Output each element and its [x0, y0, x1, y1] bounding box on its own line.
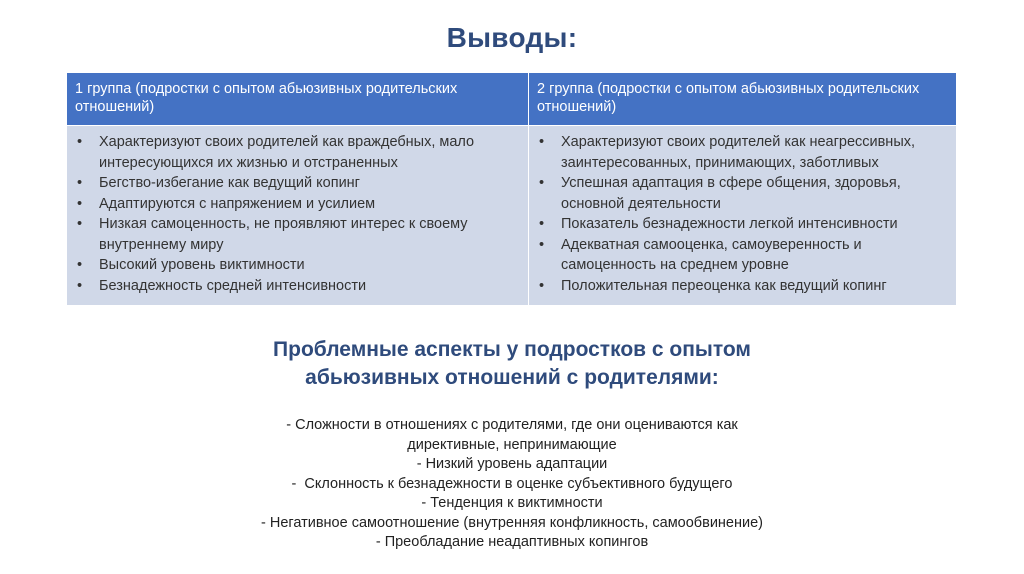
- problems-line: - Тенденция к виктимности: [421, 495, 603, 511]
- problems-line: - Склонность к безнадежности в оценке субъективного будущего: [291, 475, 733, 492]
- table-row: [67, 126, 957, 306]
- list-item: • Высокий уровень виктимности: [75, 255, 522, 276]
- problems-line: - Сложности в отношениях с родителями, где они оцениваются как: [286, 417, 738, 433]
- group1-header: 1 группа (подростки с опытом абьюзивных родительских отношений): [67, 73, 529, 126]
- problems-line: - Негативное самоотношение (внутренняя конфликность, самообвинение): [261, 514, 763, 531]
- group1-cell: [67, 126, 529, 306]
- list-item: • Безнадежность средней интенсивности: [75, 276, 522, 297]
- problems-line: - Низкий уровень адаптации: [416, 456, 608, 472]
- list-item: • Успешная адаптация в сфере общения, здоровья, основной деятельности: [537, 173, 950, 214]
- list-item: • Характеризуют своих родителей как враждебных, мало интересующихся их жизнью и отстраненных: [75, 132, 522, 173]
- problems-heading: [0, 336, 1024, 392]
- group2-cell: [529, 126, 957, 306]
- list-item: • Низкая самоценность, не проявляют интерес к своему внутреннему миру: [75, 214, 522, 255]
- list-item: • Адаптируются с напряжением и усилием: [75, 194, 522, 215]
- problems-line: директивные, непринимающие: [407, 436, 617, 453]
- list-item: • Положительная переоценка как ведущий копинг: [537, 276, 950, 297]
- problems-line: - Преобладание неадаптивных копингов: [375, 534, 649, 550]
- group2-header: 2 группа (подростки с опытом абьюзивных родительских отношений): [529, 73, 957, 126]
- problems-heading-line: Проблемные аспекты у подростков с опытом: [273, 338, 751, 361]
- problems-list: [0, 416, 1024, 553]
- slide-title: Выводы:: [446, 22, 578, 53]
- comparison-table: [66, 72, 957, 306]
- group1-list: [75, 132, 522, 296]
- list-item: • Адекватная самооценка, самоуверенность и самоценность на среднем уровне: [537, 235, 950, 276]
- group2-list: [537, 132, 950, 296]
- list-item: • Бегство-избегание как ведущий копинг: [75, 173, 522, 194]
- problems-heading-line: абьюзивных отношений с родителями:: [305, 366, 719, 389]
- table-header-row: [67, 73, 957, 126]
- list-item: • Показатель безнадежности легкой интенсивности: [537, 214, 950, 235]
- list-item: • Характеризуют своих родителей как неагрессивных, заинтересованных, принимающих, заботливых: [537, 132, 950, 173]
